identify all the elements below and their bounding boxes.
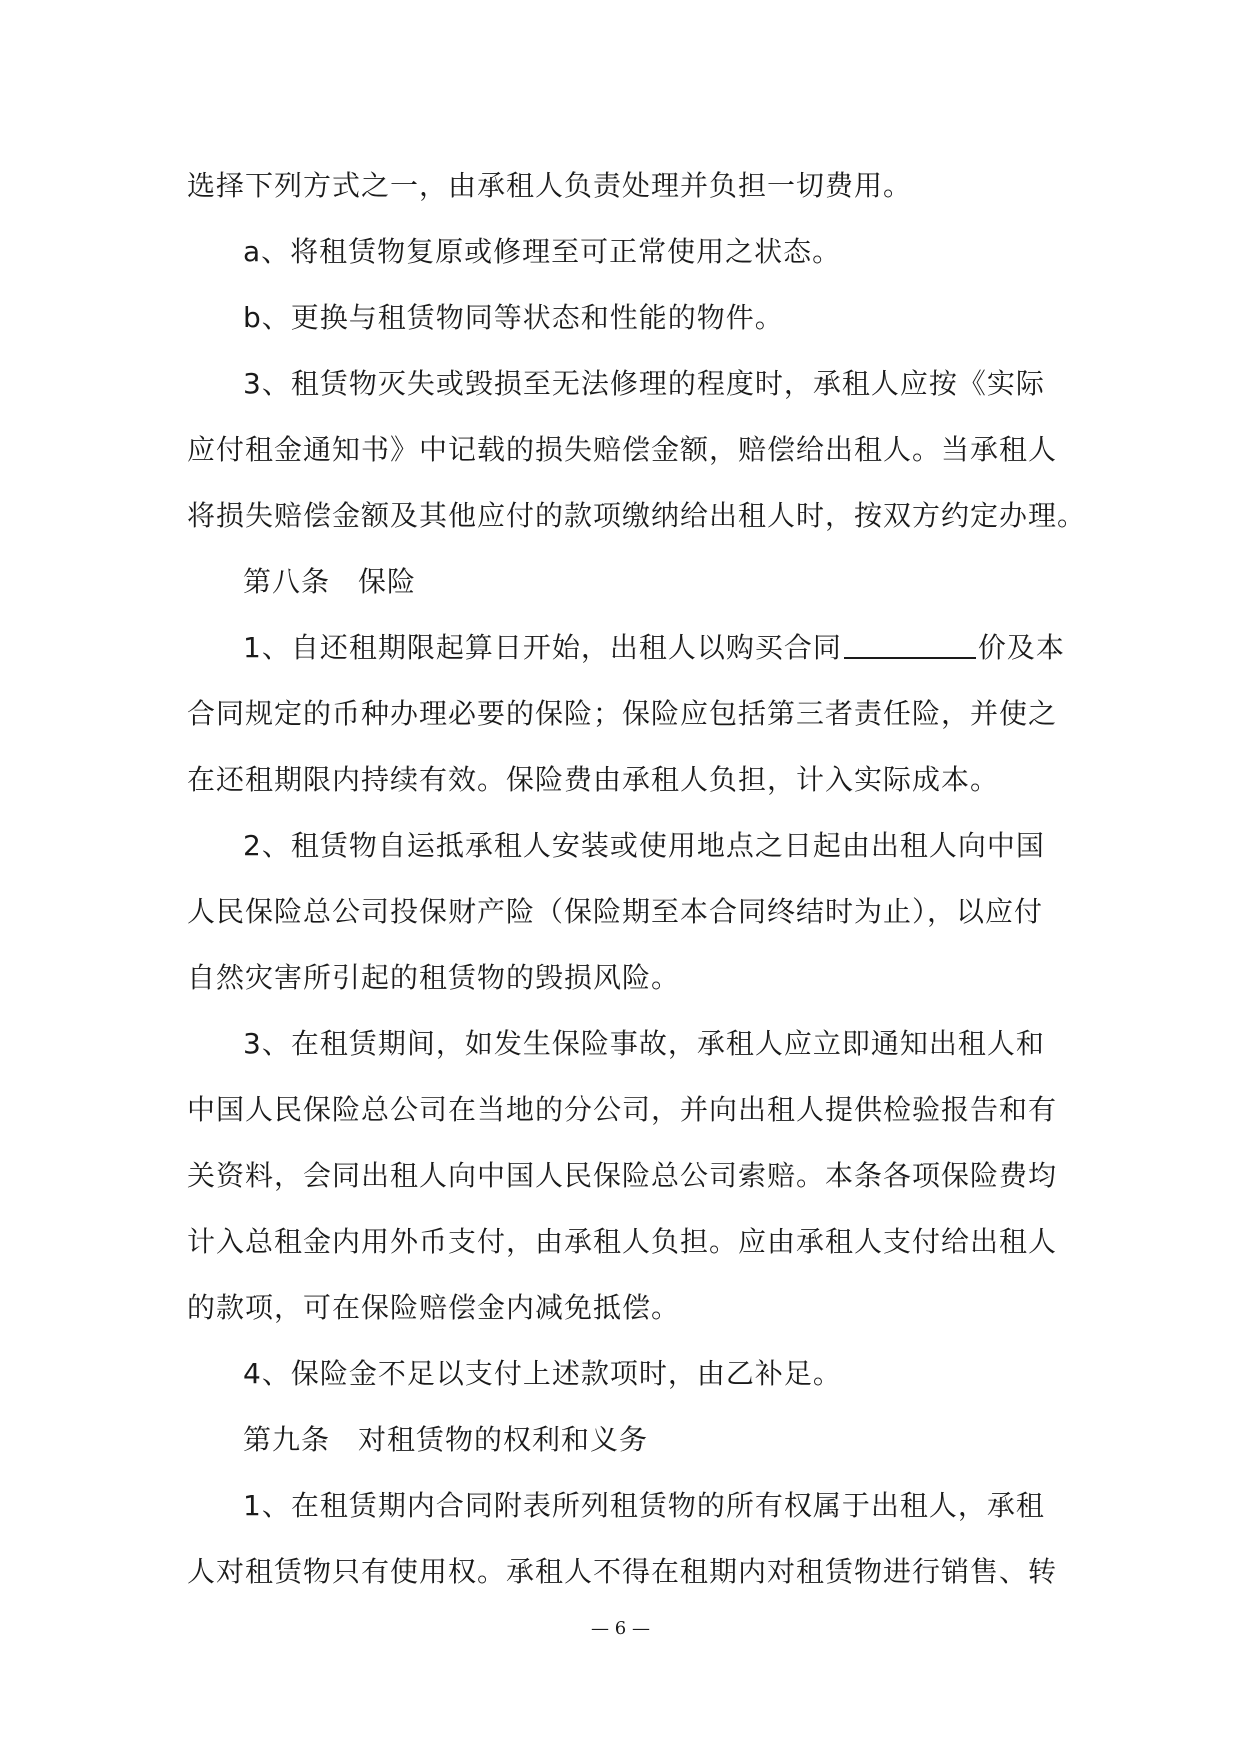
clause-text: 1、自还租期限起算日开始，出租人以购买合同 — [243, 631, 842, 664]
article-title: 保险 — [358, 565, 417, 598]
insurance-clause-1-line: 合同规定的币种办理必要的保险；保险应包括第三者责任险，并使之 — [187, 697, 1058, 730]
insurance-clause-4-line: 4、保险金不足以支付上述款项时，由乙补足。 — [243, 1357, 842, 1390]
article-number: 第八条 — [243, 565, 331, 598]
article-number: 第九条 — [243, 1423, 331, 1456]
page-number: — 6 — — [591, 1618, 650, 1639]
insurance-clause-3-line: 关资料，会同出租人向中国人民保险总公司索赔。本条各项保险费均 — [187, 1159, 1058, 1192]
rights-clause-1-line: 人对租赁物只有使用权。承租人不得在租期内对租赁物进行销售、转 — [187, 1555, 1058, 1588]
insurance-clause-3-line: 中国人民保险总公司在当地的分公司，并向出租人提供检验报告和有 — [187, 1093, 1058, 1126]
clause-3-line: 将损失赔偿金额及其他应付的款项缴纳给出租人时，按双方约定办理。 — [187, 499, 1087, 532]
insurance-clause-1-line: 在还租期限内持续有效。保险费由承租人负担，计入实际成本。 — [187, 763, 1000, 796]
article-title: 对租赁物的权利和义务 — [358, 1423, 649, 1456]
insurance-clause-2-line: 人民保险总公司投保财产险（保险期至本合同终结时为止），以应付 — [187, 895, 1044, 928]
clause-3-line: 应付租金通知书》中记载的损失赔偿金额，赔偿给出租人。当承租人 — [187, 433, 1058, 466]
insurance-clause-2-line: 自然灾害所引起的租赁物的毁损风险。 — [187, 961, 681, 994]
article-8-heading — [187, 549, 1057, 615]
clause-text: 价及本 — [977, 631, 1065, 664]
clause-3-line: 3、租赁物灭失或毁损至无法修理的程度时，承租人应按《实际 — [243, 367, 1045, 400]
paragraph-line: 选择下列方式之一，由承租人负责处理并负担一切费用。 — [187, 169, 913, 202]
insurance-clause-3-line: 计入总租金内用外币支付，由承租人负担。应由承租人支付给出租人 — [187, 1225, 1058, 1258]
insurance-clause-3-line: 3、在租赁期间，如发生保险事故，承租人应立即通知出租人和 — [243, 1027, 1045, 1060]
insurance-clause-3-line: 的款项，可在保险赔偿金内减免抵偿。 — [187, 1291, 681, 1324]
document-body — [187, 153, 1087, 1605]
fill-in-blank — [844, 631, 976, 659]
list-item-b: b、更换与租赁物同等状态和性能的物件。 — [243, 301, 784, 334]
list-item-a: a、将租赁物复原或修理至可正常使用之状态。 — [243, 235, 842, 268]
rights-clause-1-line: 1、在租赁期内合同附表所列租赁物的所有权属于出租人，承租 — [243, 1489, 1045, 1522]
article-9-heading — [187, 1407, 1057, 1473]
insurance-clause-2-line: 2、租赁物自运抵承租人安装或使用地点之日起由出租人向中国 — [243, 829, 1045, 862]
insurance-clause-1-line — [187, 615, 1065, 681]
